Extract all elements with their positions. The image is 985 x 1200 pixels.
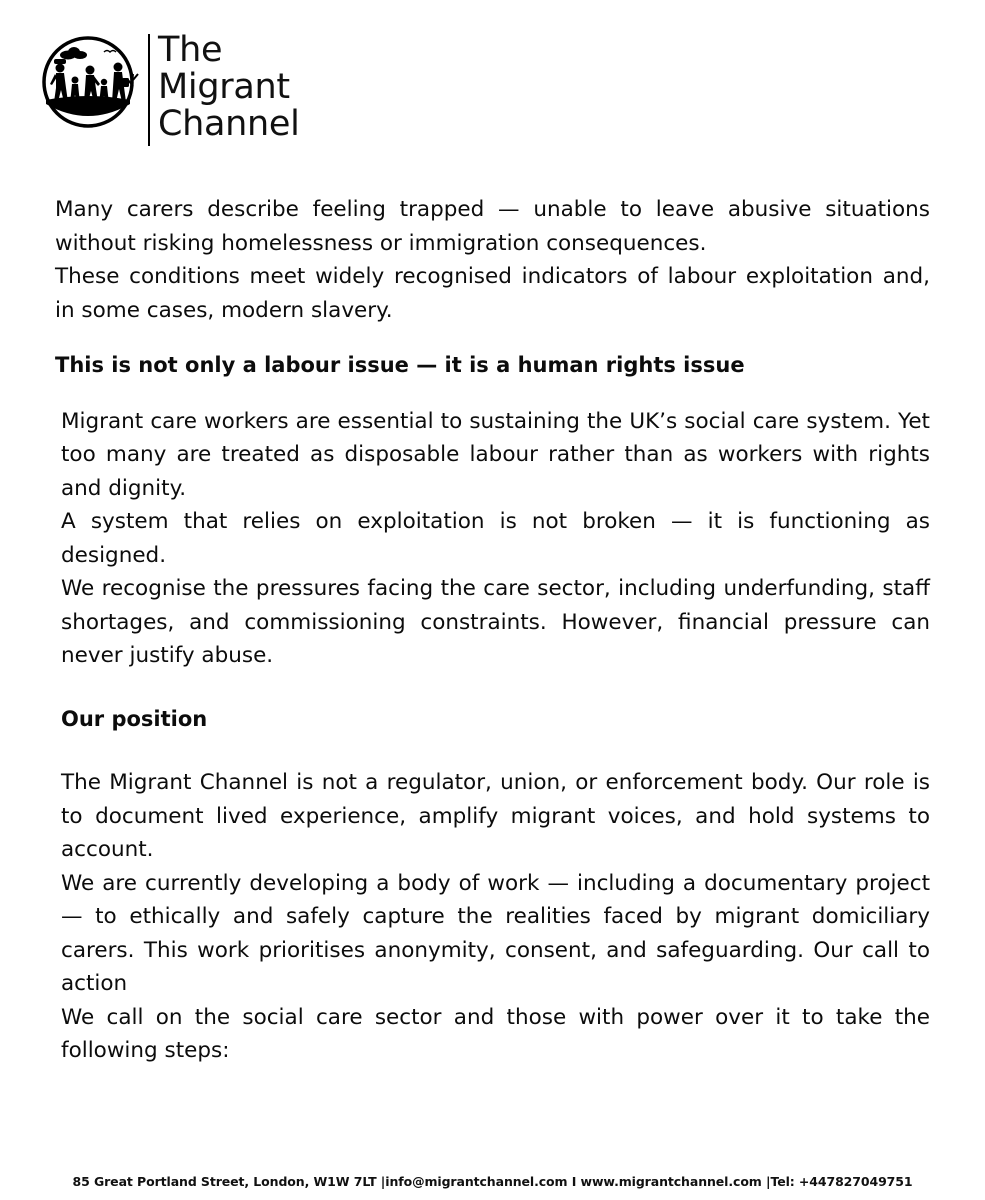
section-heading-our-position [55, 703, 930, 737]
logo-line-3: Channel [158, 104, 300, 144]
paragraph: A system that relies on exploitation is not broken — it is functioning as designed. [61, 509, 930, 568]
paragraph: The Migrant Channel is not a regulator, union, or enforcement body. Our role is to document lived experience, amplify migrant voices, and hold systems to account. [61, 770, 930, 862]
heading: Our position [61, 706, 208, 731]
logo-line-2: Migrant [158, 67, 290, 107]
paragraph: These conditions meet widely recognised indicators of labour exploitation and, in some cases, modern slavery. [55, 264, 930, 323]
paragraph: Many carers describe feeling trapped — unable to leave abusive situations without risking homelessness or immigration consequences. [55, 197, 930, 256]
logo-line-1: The [158, 30, 223, 70]
paragraph: Migrant care workers are essential to sustaining the UK’s social care system. Yet too many are treated as disposable labour rather than as workers with rights and dignity. [61, 408, 930, 501]
letter-body [55, 193, 930, 1068]
section-heading-human-rights [55, 349, 930, 383]
organisation-name [158, 32, 358, 143]
letterhead [30, 32, 350, 147]
paragraph: We are currently developing a body of work — including a documentary project — to ethically and safely capture the realities faced by migrant domiciliary carers. This work prioritises anonymity, consent, and safeguarding. Our call to action [61, 870, 930, 996]
paragraph: We recognise the pressures facing the care sector, including underfunding, staff shortages, and commissioning constraints. However, financial pressure can never justify abuse. [61, 576, 930, 668]
migrant-family-logo-icon [30, 34, 148, 130]
paragraph: We call on the social care sector and those with power over it to take the following steps: [61, 1004, 930, 1063]
logo-divider [148, 34, 150, 146]
our-position-section [55, 766, 930, 1068]
heading: This is not only a labour issue — it is a human rights issue [55, 353, 745, 377]
human-rights-section [55, 405, 930, 673]
footer-contact-line: 85 Great Portland Street, London, W1W 7LT |info@migrantchannel.com I www.migrantchannel.com |Tel: +447827049751 [72, 1174, 913, 1189]
intro-section [55, 193, 930, 327]
